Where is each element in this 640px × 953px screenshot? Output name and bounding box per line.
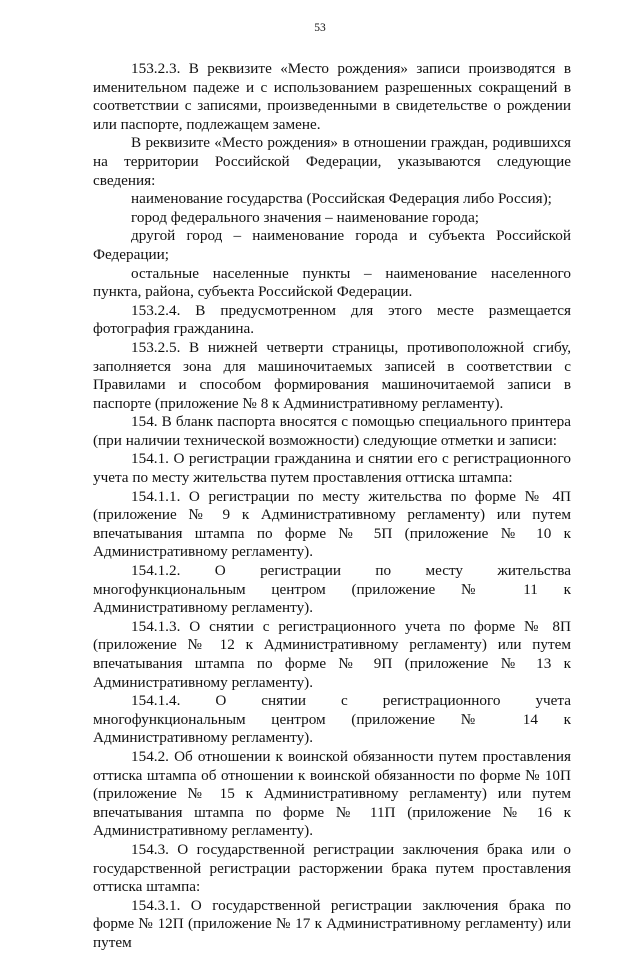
paragraph-154-1-1: 154.1.1. О регистрации по месту жительства по форме № 4П (приложение № 9 к Административному регламенту) или путем впечатывания штампа по форме № 5П (приложение № 10 к Административному регламенту). (93, 487, 571, 561)
paragraph-154-1-3: 154.1.3. О снятии с регистрационного учета по форме № 8П (приложение № 12 к Административному регламенту) или путем впечатывания штампа по форме № 9П (приложение № 13 к Административному регламенту). (93, 617, 571, 691)
paragraph-154-1: 154.1. О регистрации гражданина и снятии его с регистрационного учета по месту жительства путем проставления оттиска штампа: (93, 450, 571, 487)
paragraph-153-2-3: 153.2.3. В реквизите «Место рождения» записи производятся в именительном падеже и с использованием разрешенных сокращений в соответствии с записями, произведенными в свидетельстве о рождении или паспорте, подлежащем замене. (93, 60, 571, 133)
paragraph-154-3-1: 154.3.1. О государственной регистрации заключения брака по форме № 12П (приложение № 17 к Административному регламенту) или путем (93, 896, 571, 951)
paragraph-other-city: другой город – наименование города и субъекта Российской Федерации; (93, 227, 571, 263)
paragraph-place-of-birth-intro: В реквизите «Место рождения» в отношении граждан, родившихся на территории Российской Федерации, указываются следующие сведения: (93, 134, 571, 189)
paragraph-154: 154. В бланк паспорта вносятся с помощью специального принтера (при наличии технической возможности) следующие отметки и записи: (93, 413, 571, 449)
paragraph-154-2: 154.2. Об отношении к воинской обязанности путем проставления оттиска штампа об отношении к воинской обязанности по форме № 10П (приложение № 15 к Административному регламенту) или путем впечатывания штампа по форме № 11П (приложение № 16 к Административному регламенту). (93, 747, 571, 840)
paragraph-other-settlements: остальные населенные пункты – наименование населенного пункта, района, субъекта Российской Федерации. (93, 264, 571, 301)
paragraph-153-2-4: 153.2.4. В предусмотренном для этого месте размещается фотография гражданина. (93, 301, 571, 338)
paragraph-154-1-4: 154.1.4. О снятии с регистрационного учета многофункциональным центром (приложение № 14 к Административному регламенту). (93, 692, 571, 747)
document-body (93, 60, 571, 953)
paragraph-federal-city: город федерального значения – наименование города; (131, 208, 480, 226)
paragraph-153-2-5: 153.2.5. В нижней четверти страницы, противоположной сгибу, заполняется зона для машиночитаемых записей в соответствии с Правилами и способом формирования машиночитаемой записи в паспорте (приложение № 8 к Административному регламенту). (93, 338, 571, 412)
paragraph-154-3: 154.3. О государственной регистрации заключения брака или о государственной регистрации расторжении брака путем проставления оттиска штампа: (93, 840, 571, 896)
page-number: 53 (314, 22, 326, 34)
paragraph-state-name: наименование государства (Российская Федерация либо Россия); (131, 190, 552, 208)
paragraph-154-1-2: 154.1.2. О регистрации по месту жительства многофункциональным центром (приложение № 11 к Административному регламенту). (93, 562, 571, 617)
